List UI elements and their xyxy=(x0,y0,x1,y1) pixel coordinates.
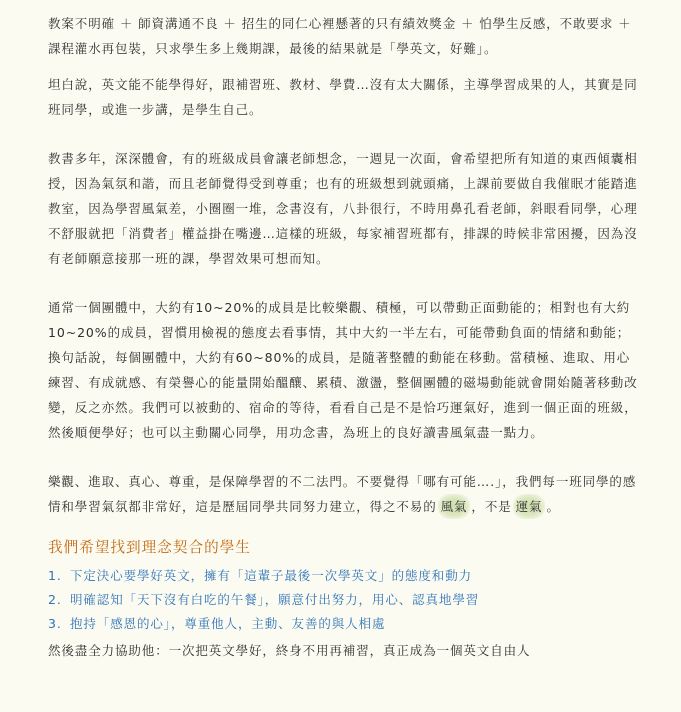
paragraph-gap xyxy=(48,271,641,295)
closing-text: 然後盡全力協助他：一次把英文學好，終身不用再補習，真正成為一個英文自由人 xyxy=(48,643,531,658)
paragraph-gap xyxy=(48,122,641,146)
paragraph-5-text-middle: ，不是 xyxy=(471,499,512,514)
paragraph-5-text-after: 。 xyxy=(546,499,560,514)
list-item xyxy=(48,588,641,612)
list-number: 3. xyxy=(48,616,62,631)
paragraph-2: 坦白說，英文能不能學得好，跟補習班、教材、學費…沒有太大關係，主導學習成果的人，其實是同班同學，或進一步講，是學生自己。 xyxy=(48,77,638,117)
highlight-yunqi: 運氣 xyxy=(513,494,546,519)
section-title: 我們希望找到理念契合的學生 xyxy=(48,539,251,556)
list-text: 明確認知「天下沒有白吃的午餐」，願意付出努力，用心、認真地學習 xyxy=(70,592,480,607)
paragraph-5 xyxy=(48,469,641,519)
list-number: 1. xyxy=(48,568,62,583)
list-number: 2. xyxy=(48,592,62,607)
paragraph-5-text-before: 樂觀、進取、真心、尊重，是保障學習的不二法門。不要覺得「哪有可能….」，我們每一班同學的感情和學習氣氛都非常好，這是歷屆同學共同努力建立，得之不易的 xyxy=(48,474,637,514)
list-item xyxy=(48,564,641,588)
paragraph-3: 教書多年，深深體會，有的班級成員會讓老師想念，一週見一次面，會希望把所有知道的東西傾囊相授，因為氣氛和諧，而且老師覺得受到尊重；也有的班級想到就頭痛，上課前要做自我催眠才能踏進教室，因為學習風氣差，小圈圈一堆，念書沒有，八卦很行，不時用鼻孔看老師，斜眼看同學，心理不舒服就把「消費者」權益掛在嘴邊…這樣的班級，每家補習班都有，排課的時候非常困擾，因為沒有老師願意接那一班的課，學習效果可想而知。 xyxy=(48,151,638,266)
paragraph-gap xyxy=(48,61,641,72)
criteria-list xyxy=(48,564,641,636)
highlight-fengqi: 風氣 xyxy=(438,494,471,519)
list-text: 抱持「感恩的心」，尊重他人，主動、友善的與人相處 xyxy=(70,616,386,631)
paragraph-4: 通常一個團體中，大約有10~20%的成員是比較樂觀、積極，可以帶動正面動能的；相對也有大約10~20%的成員，習慣用檢視的態度去看事情，其中大約一半左右，可能帶動負面的情緒和動能；換句話說，每個團體中，大約有60~80%的成員，是隨著整體的動能在移動。當積極、進取、用心練習、有成就感、有榮譽心的能量開始醞釀、累積、激盪，整個團體的磁場動能就會開始隨著移動改變，反之亦然。我們可以被動的、宿命的等待，看看自己是不是恰巧運氣好，進到一個正面的班級，然後順便學好；也可以主動關心同學，用功念書，為班上的良好讀書風氣盡一點力。 xyxy=(48,300,638,440)
paragraph-gap xyxy=(48,445,641,469)
paragraph-1: 教案不明確 ＋ 師資溝通不良 ＋ 招生的同仁心裡懸著的只有績效獎金 ＋ 怕學生反感，不敢要求 ＋ 課程灌水再包裝，只求學生多上幾期課，最後的結果就是「學英文，好難」。 xyxy=(48,16,632,56)
list-text: 下定決心要學好英文，擁有「這輩子最後一次學英文」的態度和動力 xyxy=(70,568,473,583)
list-item xyxy=(48,612,641,636)
section-gap xyxy=(48,519,641,535)
